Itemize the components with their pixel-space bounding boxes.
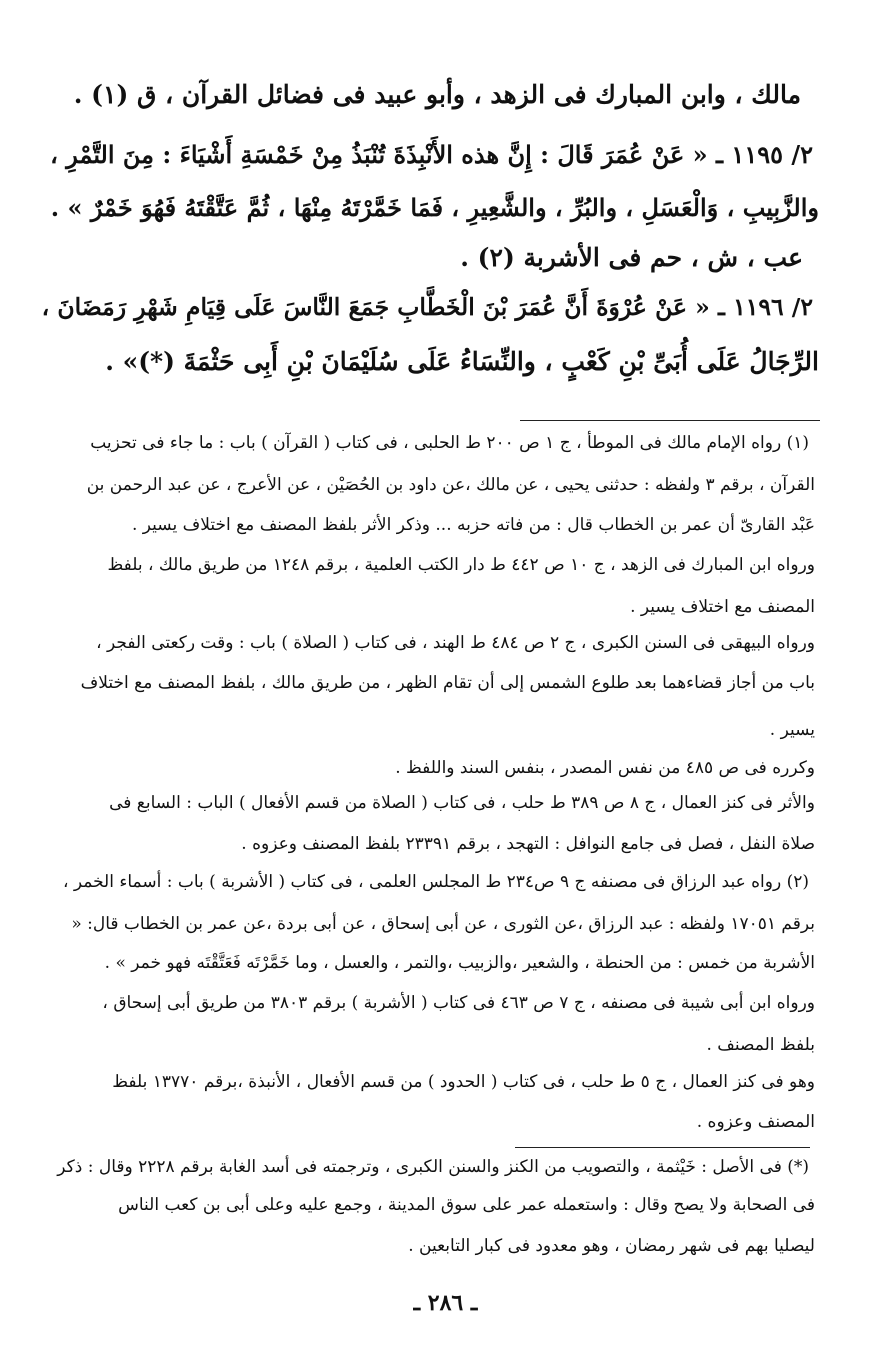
footnote-line-10: والأثر فى كنز العمال ، ج ٨ ص ٣٨٩ ط حلب ، فى كتاب ( الصلاة من قسم الأفعال ) الباب : السابع فى <box>109 793 815 813</box>
hadith-1196-line-2: الرِّجَالُ عَلَى أُبَىِّ بْنِ كَعْبٍ ، والنِّسَاءُ عَلَى سُلَيْمَانَ بْنِ أَبِى حَثْمَةَ (*)» . <box>105 347 819 376</box>
footnote-line-7: باب من أجاز قضاءهما بعد طلوع الشمس إلى أن تقام الظهر ، من طريق مالك ، بلفظ المصنف مع اختلاف <box>80 673 815 693</box>
footnote-line-6: ورواه البيهقى فى السنن الكبرى ، ج ٢ ص ٤٨٤ ط الهند ، فى كتاب ( الصلاة ) باب : وقت ركعتى الفجر ، <box>96 633 815 653</box>
footnote-line-14: الأشربة من خمس : من الحنطة ، والشعير ،والزبيب ،والتمر ، والعسل ، وما خَمَّرْتَه فَعَتَّقْتَه فهو خمر » . <box>104 953 815 973</box>
annotation-line-3: ليصليا بهم فى شهر رمضان ، وهو معدود فى كبار التابعين . <box>408 1236 815 1256</box>
hadith-1195-line-2: والزَّبِيبِ ، وَالْعَسَلِ ، والبُرِّ ، والشَّعِيرِ ، فَمَا خَمَّرْتَهُ مِنْهَا ، ثُمَّ عَتَّقْتَهُ فَهُوَ خَمْرٌ » . <box>50 193 819 222</box>
footnote-line-15: ورواه ابن أبى شيبة فى مصنفه ، ج ٧ ص ٤٦٣ فى كتاب ( الأشربة ) برقم ٣٨٠٣ من طريق أبى إسحاق ، <box>102 993 815 1013</box>
footnote-line-4: ورواه ابن المبارك فى الزهد ، ج ١٠ ص ٤٤٢ ط دار الكتب العلمية ، برقم ١٢٤٨ من طريق مالك ، بلفظ <box>107 555 815 575</box>
footnote-line-17: وهو فى كنز العمال ، ج ٥ ط حلب ، فى كتاب ( الحدود ) من قسم الأفعال ، الأنبذة ،برقم ١٣٧٧٠ بلفظ <box>112 1072 815 1092</box>
footnote-separator <box>520 420 820 421</box>
page-number: ـ ٢٨٦ ـ <box>413 1290 478 1316</box>
footnote-line-2: القرآن ، برقم ٣ ولفظه : حدثنى يحيى ، عن مالك ،عن داود بن الحُصَيْن ، عن الأعرج ، عن عبد الرحمن بن <box>86 475 815 495</box>
footnote-line-12: (٢) رواه عبد الرزاق فى مصنفه ج ٩ ص٢٣٤ ط المجلس العلمى ، فى كتاب ( الأشربة ) باب : أسماء الخمر ، <box>62 872 809 892</box>
source-line: عب ، ش ، حم فى الأشربة (٢) . <box>460 243 803 272</box>
footnote-line-3: عَبْد القارىّ أن عمر بن الخطاب قال : من فاته حزبه ... وذكر الأثر بلفظ المصنف مع اختلاف يسير . <box>131 515 815 535</box>
footnote-line-1: (١) رواه الإمام مالك فى الموطأ ، ج ١ ص ٢٠٠ ط الحلبى ، فى كتاب ( القرآن ) باب : ما جاء فى تحزيب <box>90 433 809 453</box>
footnote-line-9: وكرره فى ص ٤٨٥ من نفس المصدر ، بنفس السند واللفظ . <box>395 758 815 778</box>
footnote-line-5: المصنف مع اختلاف يسير . <box>630 597 815 617</box>
annotation-line-1: (*) فى الأصل : خَيْثمة ، والتصويب من الكنز والسنن الكبرى ، وترجمته فى أسد الغابة برقم ٢٢٢٨ وقال : ذكر <box>57 1157 809 1177</box>
hadith-1196-line-1: ٢/ ١١٩٦ ـ « عَنْ عُرْوَةَ أَنَّ عُمَرَ بْنَ الْخَطَّابِ جَمَعَ النَّاسَ عَلَى قِيَامِ شَهْرِ رَمَضَانَ ، <box>41 293 813 321</box>
footnote-line-13: برقم ١٧٠٥١ ولفظه : عبد الرزاق ،عن الثورى ، عن أبى إسحاق ، عن أبى بردة ،عن عمر بن الخطاب قال: « <box>71 914 815 934</box>
main-line-1: مالك ، وابن المبارك فى الزهد ، وأبو عبيد فى فضائل القرآن ، ق (١) . <box>73 80 801 109</box>
footnote-line-16: بلفظ المصنف . <box>706 1035 815 1055</box>
annotation-separator <box>515 1147 810 1148</box>
footnote-line-11: صلاة النفل ، فصل فى جامع النوافل : التهجد ، برقم ٢٣٣٩١ بلفظ المصنف وعزوه . <box>241 834 815 854</box>
footnote-line-18: المصنف وعزوه . <box>696 1112 815 1132</box>
annotation-line-2: فى الصحابة ولا يصح وقال : واستعمله عمر على سوق المدينة ، وجمع عليه وعلى أبى بن كعب الناس <box>118 1195 815 1215</box>
hadith-1195-line-1: ٢/ ١١٩٥ ـ « عَنْ عُمَرَ قَالَ : إِنَّ هذه الأَنْبِذَةَ تُنْبَذُ مِنْ خَمْسَةِ أَشْيَاءَ : مِنَ التَّمْرِ ، <box>50 140 813 169</box>
footnote-line-8: يسير . <box>769 720 815 740</box>
